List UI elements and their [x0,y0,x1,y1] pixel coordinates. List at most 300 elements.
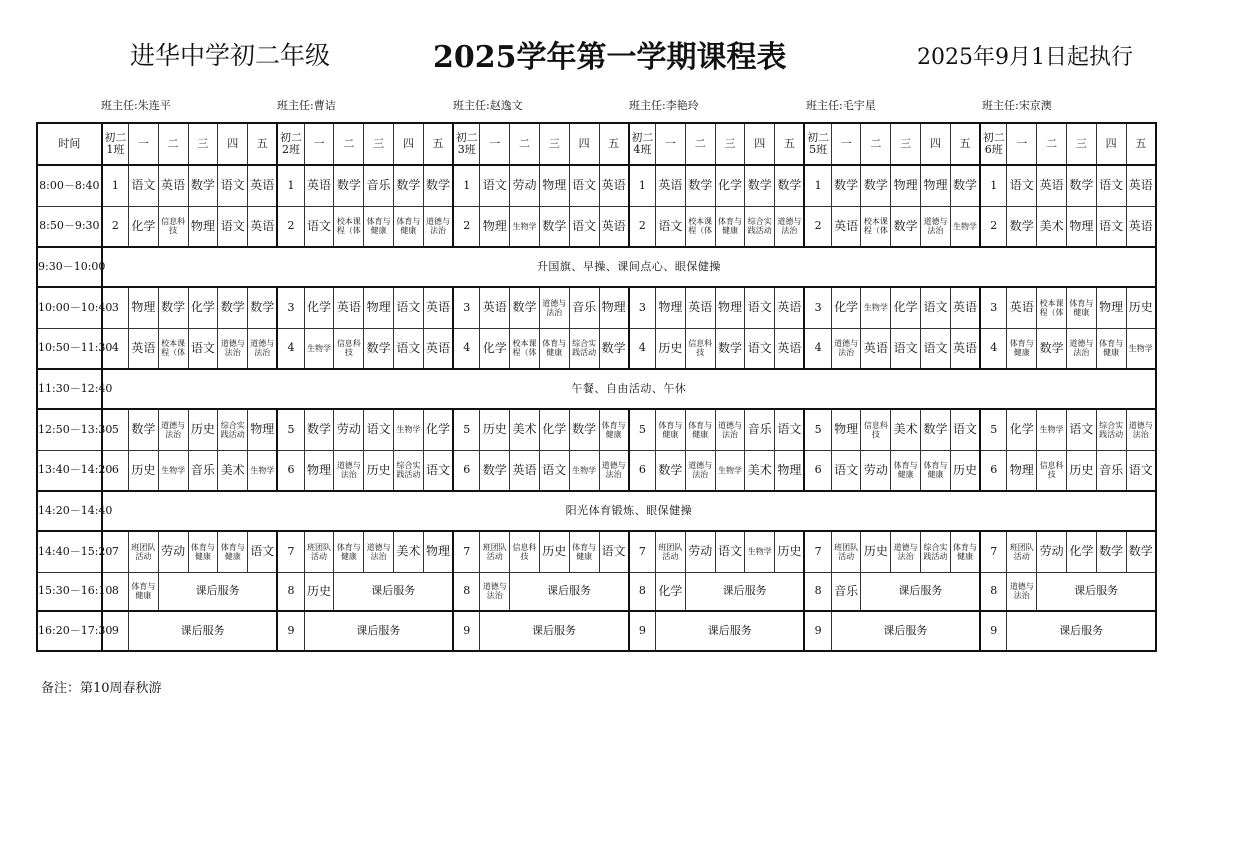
subject-cell: 英语 [480,287,510,328]
subject-cell: 化学 [539,409,569,450]
subject-cell: 物理 [539,165,569,206]
subject-cell: 英语 [656,165,686,206]
subject-cell: 物理 [364,287,394,328]
period-row [37,409,1156,450]
subject-cell: 英语 [423,328,453,369]
homeroom-teachers-row [101,97,1201,113]
period-number: 3 [980,287,1007,328]
after-school-service: 课后服务 [656,611,805,651]
subject-cell: 历史 [188,409,218,450]
after-school-service: 课后服务 [158,572,277,611]
period-number: 9 [804,611,831,651]
period-number: 2 [980,206,1007,247]
subject-cell: 美术 [510,409,540,450]
time-slot: 15:30－16:10 [37,572,102,611]
subject-cell: 历史 [861,531,891,572]
period-number: 9 [980,611,1007,651]
time-slot: 8:50－9:30 [37,206,102,247]
subject-cell: 英语 [775,287,805,328]
subject-cell: 信息科技 [685,328,715,369]
schedule-title: 2025学年第一学期课程表 [433,40,787,75]
subject-cell: 劳动 [1037,531,1067,572]
subject-cell: 物理 [248,409,278,450]
subject-cell: 美术 [891,409,921,450]
subject-cell: 体育与健康 [950,531,980,572]
subject-cell: 语文 [188,328,218,369]
period-number: 8 [980,572,1007,611]
period-number: 7 [980,531,1007,572]
subject-cell: 物理 [1096,287,1126,328]
subject-cell: 劳动 [861,450,891,491]
timetable [36,122,1157,652]
subject-cell: 信息科技 [334,328,364,369]
subject-cell: 语文 [394,287,424,328]
period-number: 3 [102,287,129,328]
weekday-header: 一 [656,123,686,165]
subject-cell: 英语 [831,206,861,247]
weekday-header: 三 [891,123,921,165]
effective-date: 2025年9月1日起执行 [917,45,1133,70]
subject-cell: 道德与法治 [248,328,278,369]
subject-cell: 道德与法治 [364,531,394,572]
subject-cell: 美术 [218,450,248,491]
subject-cell: 语文 [304,206,334,247]
subject-cell: 音乐 [745,409,775,450]
weekday-header: 一 [480,123,510,165]
subject-cell: 历史 [304,572,334,611]
subject-cell: 历史 [1066,450,1096,491]
subject-cell: 数学 [248,287,278,328]
subject-cell: 综合实践活动 [394,450,424,491]
subject-cell: 道德与法治 [1066,328,1096,369]
period-row [37,165,1156,206]
period-number: 2 [453,206,480,247]
subject-cell: 物理 [423,531,453,572]
subject-cell: 英语 [950,287,980,328]
subject-cell: 劳动 [685,531,715,572]
period-number: 2 [277,206,304,247]
subject-cell: 物理 [715,287,745,328]
subject-cell: 音乐 [1096,450,1126,491]
subject-cell: 语文 [480,165,510,206]
break-activity: 升国旗、早操、课间点心、眼保健操 [102,247,1156,287]
subject-cell: 数学 [1037,328,1067,369]
subject-cell: 道德与法治 [334,450,364,491]
subject-cell: 班团队活动 [656,531,686,572]
footnote: 备注：第10周春秋游 [41,681,162,696]
break-activity: 阳光体育锻炼、眼保健操 [102,491,1156,531]
subject-cell: 语文 [569,165,599,206]
subject-cell: 数学 [128,409,158,450]
subject-cell: 数学 [715,328,745,369]
after-school-service: 课后服务 [861,572,980,611]
subject-cell: 化学 [715,165,745,206]
subject-cell: 数学 [775,165,805,206]
weekday-header: 五 [775,123,805,165]
weekday-header: 二 [685,123,715,165]
subject-cell: 美术 [394,531,424,572]
subject-cell: 英语 [248,206,278,247]
subject-cell: 语文 [1007,165,1037,206]
homeroom-teacher-2: 班主任:曹诘 [277,99,336,112]
period-number: 9 [453,611,480,651]
subject-cell: 校本课程（体 [861,206,891,247]
subject-cell: 英语 [1037,165,1067,206]
subject-cell: 英语 [334,287,364,328]
subject-cell: 化学 [188,287,218,328]
weekday-header: 三 [364,123,394,165]
break-row [37,491,1156,531]
period-number: 1 [629,165,656,206]
after-school-service: 课后服务 [334,572,453,611]
after-school-service: 课后服务 [1037,572,1156,611]
subject-cell: 数学 [599,328,629,369]
period-number: 2 [102,206,129,247]
weekday-header: 四 [394,123,424,165]
weekday-header: 五 [1126,123,1156,165]
subject-cell: 道德与法治 [218,328,248,369]
subject-cell: 英语 [861,328,891,369]
subject-cell: 数学 [1007,206,1037,247]
time-slot: 11:30－12:40 [37,369,102,409]
subject-cell: 数学 [1066,165,1096,206]
subject-cell: 语文 [394,328,424,369]
subject-cell: 道德与法治 [1007,572,1037,611]
subject-cell: 体育与健康 [599,409,629,450]
subject-cell: 语文 [745,328,775,369]
subject-cell: 英语 [685,287,715,328]
subject-cell: 音乐 [569,287,599,328]
subject-cell: 物理 [921,165,951,206]
subject-cell: 数学 [394,165,424,206]
subject-cell: 历史 [656,328,686,369]
subject-cell: 英语 [599,165,629,206]
weekday-header: 四 [921,123,951,165]
period-number: 4 [804,328,831,369]
subject-cell: 信息科技 [510,531,540,572]
subject-cell: 数学 [539,206,569,247]
subject-cell: 化学 [831,287,861,328]
class-name-5: 初二5班 [804,123,831,165]
subject-cell: 生物学 [248,450,278,491]
period-number: 3 [629,287,656,328]
period-number: 9 [629,611,656,651]
period-number: 5 [804,409,831,450]
subject-cell: 数学 [480,450,510,491]
subject-cell: 语文 [715,531,745,572]
subject-cell: 体育与健康 [1066,287,1096,328]
subject-cell: 数学 [423,165,453,206]
subject-cell: 道德与法治 [539,287,569,328]
after-school-service: 课后服务 [128,611,277,651]
after-school-service: 课后服务 [304,611,453,651]
subject-cell: 数学 [1126,531,1156,572]
weekday-header: 一 [831,123,861,165]
subject-cell: 物理 [1007,450,1037,491]
subject-cell: 班团队活动 [480,531,510,572]
subject-cell: 数学 [831,165,861,206]
period-number: 9 [277,611,304,651]
subject-cell: 语文 [950,409,980,450]
subject-cell: 信息科技 [1037,450,1067,491]
after-school-service: 课后服务 [480,611,629,651]
subject-cell: 体育与健康 [539,328,569,369]
period-number: 7 [629,531,656,572]
subject-cell: 语文 [1096,165,1126,206]
subject-cell: 语文 [656,206,686,247]
time-slot: 16:20－17:30 [37,611,102,651]
subject-cell: 数学 [334,165,364,206]
weekday-header: 五 [423,123,453,165]
time-slot: 10:50－11:30 [37,328,102,369]
weekday-header: 四 [218,123,248,165]
subject-cell: 语文 [128,165,158,206]
after-school-service: 课后服务 [510,572,629,611]
period-number: 6 [277,450,304,491]
after-school-service: 课后服务 [685,572,804,611]
subject-cell: 英语 [1126,165,1156,206]
period-number: 4 [453,328,480,369]
period-number: 9 [102,611,129,651]
weekday-header: 一 [304,123,334,165]
subject-cell: 生物学 [304,328,334,369]
after-school-service: 课后服务 [831,611,980,651]
subject-cell: 语文 [218,206,248,247]
subject-cell: 语文 [1126,450,1156,491]
class-name-2: 初二2班 [277,123,304,165]
subject-cell: 语文 [891,328,921,369]
subject-cell: 道德与法治 [423,206,453,247]
weekday-header: 三 [188,123,218,165]
period-number: 6 [804,450,831,491]
period-number: 8 [102,572,129,611]
period-number: 8 [804,572,831,611]
period-number: 1 [804,165,831,206]
subject-cell: 美术 [745,450,775,491]
subject-cell: 语文 [1096,206,1126,247]
subject-cell: 劳动 [510,165,540,206]
subject-cell: 语文 [423,450,453,491]
subject-cell: 生物学 [861,287,891,328]
period-number: 5 [102,409,129,450]
subject-cell: 物理 [891,165,921,206]
subject-cell: 道德与法治 [1126,409,1156,450]
break-row [37,369,1156,409]
period-row [37,611,1156,651]
subject-cell: 英语 [599,206,629,247]
weekday-header: 五 [950,123,980,165]
subject-cell: 英语 [1126,206,1156,247]
period-number: 8 [453,572,480,611]
period-number: 3 [804,287,831,328]
period-number: 4 [277,328,304,369]
subject-cell: 生物学 [950,206,980,247]
subject-cell: 体育与健康 [1096,328,1126,369]
homeroom-teacher-5: 班主任:毛宇星 [806,99,876,112]
time-slot: 10:00－10:40 [37,287,102,328]
subject-cell: 物理 [656,287,686,328]
time-slot: 14:40－15:20 [37,531,102,572]
subject-cell: 体育与健康 [334,531,364,572]
subject-cell: 道德与法治 [599,450,629,491]
subject-cell: 体育与健康 [188,531,218,572]
period-number: 7 [277,531,304,572]
period-number: 3 [453,287,480,328]
subject-cell: 数学 [891,206,921,247]
subject-cell: 英语 [1007,287,1037,328]
subject-cell: 物理 [188,206,218,247]
subject-cell: 音乐 [188,450,218,491]
subject-cell: 体育与健康 [715,206,745,247]
time-slot: 9:30－10:00 [37,247,102,287]
break-activity: 午餐、自由活动、午休 [102,369,1156,409]
subject-cell: 体育与健康 [569,531,599,572]
homeroom-teacher-4: 班主任:李艳玲 [629,99,699,112]
subject-cell: 综合实践活动 [569,328,599,369]
time-slot: 14:20－14:40 [37,491,102,531]
weekday-header: 四 [745,123,775,165]
after-school-service: 课后服务 [1007,611,1156,651]
subject-cell: 生物学 [394,409,424,450]
subject-cell: 数学 [510,287,540,328]
subject-cell: 化学 [423,409,453,450]
period-number: 5 [277,409,304,450]
subject-cell: 综合实践活动 [745,206,775,247]
subject-cell: 物理 [304,450,334,491]
subject-cell: 语文 [745,287,775,328]
subject-cell: 数学 [745,165,775,206]
subject-cell: 信息科技 [158,206,188,247]
class-name-4: 初二4班 [629,123,656,165]
time-header: 时间 [37,123,102,165]
subject-cell: 数学 [569,409,599,450]
subject-cell: 数学 [218,287,248,328]
subject-cell: 道德与法治 [685,450,715,491]
subject-cell: 道德与法治 [831,328,861,369]
subject-cell: 历史 [128,450,158,491]
weekday-header: 三 [715,123,745,165]
period-number: 4 [629,328,656,369]
time-slot: 8:00－8:40 [37,165,102,206]
period-number: 1 [980,165,1007,206]
period-number: 4 [980,328,1007,369]
subject-cell: 语文 [1066,409,1096,450]
subject-cell: 数学 [861,165,891,206]
subject-cell: 英语 [248,165,278,206]
subject-cell: 英语 [304,165,334,206]
subject-cell: 化学 [1007,409,1037,450]
subject-cell: 语文 [775,409,805,450]
subject-cell: 体育与健康 [1007,328,1037,369]
period-number: 5 [453,409,480,450]
subject-cell: 信息科技 [861,409,891,450]
subject-cell: 数学 [656,450,686,491]
subject-cell: 体育与健康 [218,531,248,572]
subject-cell: 化学 [891,287,921,328]
subject-cell: 数学 [685,165,715,206]
subject-cell: 物理 [128,287,158,328]
subject-cell: 道德与法治 [921,206,951,247]
subject-cell: 物理 [1066,206,1096,247]
period-number: 5 [629,409,656,450]
subject-cell: 班团队活动 [831,531,861,572]
weekday-header: 三 [539,123,569,165]
weekday-header: 二 [510,123,540,165]
subject-cell: 综合实践活动 [921,531,951,572]
subject-cell: 化学 [1066,531,1096,572]
subject-cell: 道德与法治 [891,531,921,572]
subject-cell: 数学 [188,165,218,206]
subject-cell: 生物学 [510,206,540,247]
subject-cell: 数学 [1096,531,1126,572]
weekday-header: 五 [599,123,629,165]
subject-cell: 历史 [950,450,980,491]
subject-cell: 道德与法治 [775,206,805,247]
subject-cell: 语文 [364,409,394,450]
weekday-header: 五 [248,123,278,165]
subject-cell: 生物学 [715,450,745,491]
subject-cell: 数学 [364,328,394,369]
subject-cell: 体育与健康 [685,409,715,450]
class-name-3: 初二3班 [453,123,480,165]
weekday-header: 二 [1037,123,1067,165]
period-number: 3 [277,287,304,328]
period-row [37,206,1156,247]
subject-cell: 物理 [775,450,805,491]
subject-cell: 化学 [656,572,686,611]
break-row [37,247,1156,287]
subject-cell: 生物学 [569,450,599,491]
period-row [37,572,1156,611]
subject-cell: 语文 [218,165,248,206]
subject-cell: 劳动 [334,409,364,450]
subject-cell: 美术 [1037,206,1067,247]
class-name-6: 初二6班 [980,123,1007,165]
subject-cell: 道德与法治 [480,572,510,611]
subject-cell: 综合实践活动 [218,409,248,450]
subject-cell: 语文 [921,287,951,328]
subject-cell: 校本课程（体 [685,206,715,247]
subject-cell: 历史 [775,531,805,572]
period-row [37,328,1156,369]
subject-cell: 班团队活动 [128,531,158,572]
subject-cell: 体育与健康 [921,450,951,491]
period-number: 7 [804,531,831,572]
subject-cell: 道德与法治 [715,409,745,450]
subject-cell: 物理 [599,287,629,328]
subject-cell: 音乐 [364,165,394,206]
subject-cell: 生物学 [158,450,188,491]
subject-cell: 音乐 [831,572,861,611]
period-number: 2 [804,206,831,247]
school-grade-title: 进华中学初二年级 [130,41,331,70]
subject-cell: 综合实践活动 [1096,409,1126,450]
subject-cell: 班团队活动 [304,531,334,572]
header-row [37,123,1156,165]
period-number: 7 [102,531,129,572]
subject-cell: 历史 [364,450,394,491]
subject-cell: 历史 [480,409,510,450]
subject-cell: 语文 [569,206,599,247]
subject-cell: 化学 [128,206,158,247]
period-number: 8 [629,572,656,611]
period-number: 6 [629,450,656,491]
weekday-header: 二 [861,123,891,165]
weekday-header: 四 [569,123,599,165]
subject-cell: 语文 [599,531,629,572]
subject-cell: 英语 [128,328,158,369]
subject-cell: 英语 [950,328,980,369]
